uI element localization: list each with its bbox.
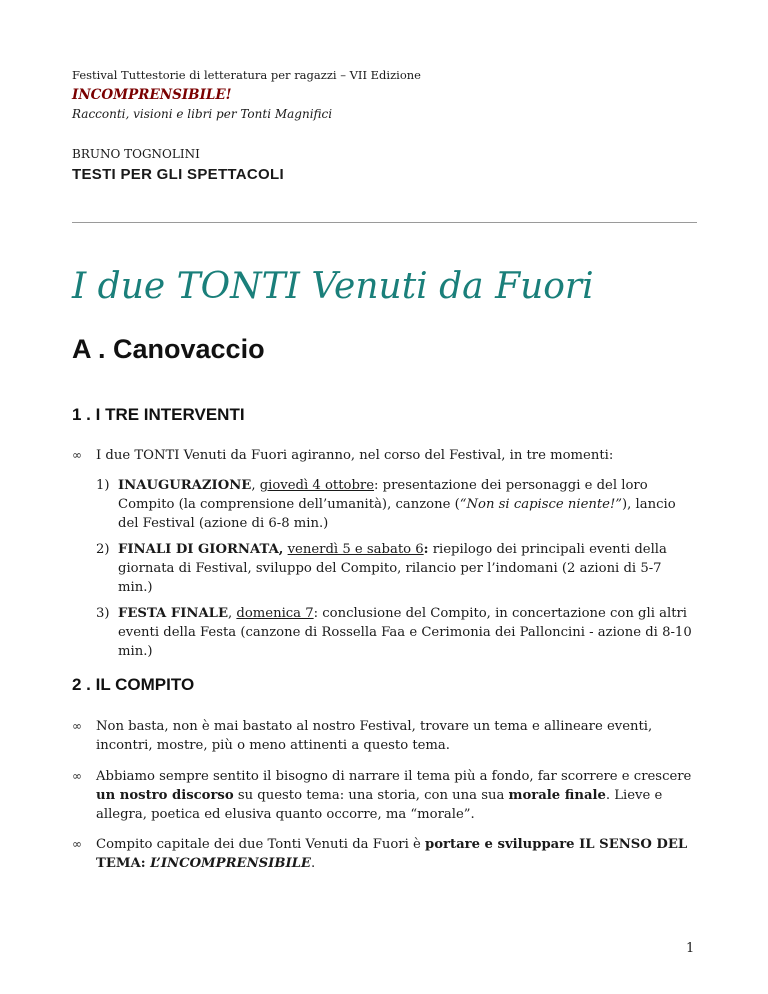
section-2-heading: 2 . IL COMPITO [72,675,195,694]
theme-line: INCOMPRENSIBILE! [72,87,232,103]
header-divider [72,222,697,223]
section-label: TESTI PER GLI SPETTACOLI [72,166,284,183]
item-text: INAUGURAZIONE, giovedì 4 ottobre: presentazione dei personaggi e del loro Compito (la comprensione dell’umanità), canzone (“Non si capisce niente!”), lancio del Festival (azione di 6-8 min.) [118,478,676,531]
item-bold: FINALI DI GIORNATA, [118,542,284,557]
item-date: domenica 7 [236,606,314,621]
item-number: 2) [96,542,110,557]
song-title: “Non si capisce niente!” [459,497,623,512]
bullet-text: Abbiamo sempre sentito il bisogno di narrare il tema più a fondo, far scorrere e crescere un nostro discorso su questo tema: una storia, con una sua morale finale. Lieve e allegra, poetica ed elusiva quanto occorre, ma “morale”. [96,769,692,822]
numbered-item-2 [96,540,700,597]
bullet-text: I due TONTI Venuti da Fuori agiranno, nel corso del Festival, in tre momenti: [96,448,614,463]
item-bold: FESTA FINALE [118,606,228,621]
item-date: venerdì 5 e sabato 6 [287,542,424,557]
infinity-bullet-icon: ∞ [72,719,82,733]
subtitle-line: Racconti, visioni e libri per Tonti Magnifici [72,107,333,121]
numbered-item-3 [96,604,700,661]
bullet-item [72,767,702,824]
item-bold: INAUGURAZIONE [118,478,252,493]
item-text: FINALI DI GIORNATA, venerdì 5 e sabato 6: riepilogo dei principali eventi della giornata di Festival, sviluppo del Compito, rilancio per l’indomani (2 azioni di 5-7 min.) [118,542,667,595]
numbered-item-1 [96,476,700,533]
item-text: FESTA FINALE, domenica 7: conclusione del Compito, in concertazione con gli altri eventi della Festa (canzone di Rossella Faa e Cerimonia dei Palloncini - azione di 8-10 min.) [118,606,692,659]
bullet-text: Compito capitale dei due Tonti Venuti da Fuori è portare e sviluppare IL SENSO DEL TEMA: L’INCOMPRENSIBILE. [96,837,688,871]
item-number: 3) [96,606,110,621]
bullet-item [72,835,702,873]
item-number: 1) [96,478,110,493]
bullet-text: Non basta, non è mai bastato al nostro Festival, trovare un tema e allineare eventi, incontri, mostre, più o meno attinenti a questo tema. [96,719,653,753]
festival-line: Festival Tuttestorie di letteratura per ragazzi – VII Edizione [72,68,421,82]
bullet-item [72,717,702,755]
infinity-bullet-icon: ∞ [72,448,82,462]
part-heading: A . Canovaccio [72,334,265,364]
bullet-item [72,446,702,465]
page-number: 1 [686,941,695,956]
infinity-bullet-icon: ∞ [72,837,82,851]
author-name: BRUNO TOGNOLINI [72,147,200,161]
infinity-bullet-icon: ∞ [72,769,82,783]
section-1-heading: 1 . I TRE INTERVENTI [72,405,245,424]
document-title: I due TONTI Venuti da Fuori [72,266,594,307]
item-date: giovedì 4 ottobre [259,478,375,493]
